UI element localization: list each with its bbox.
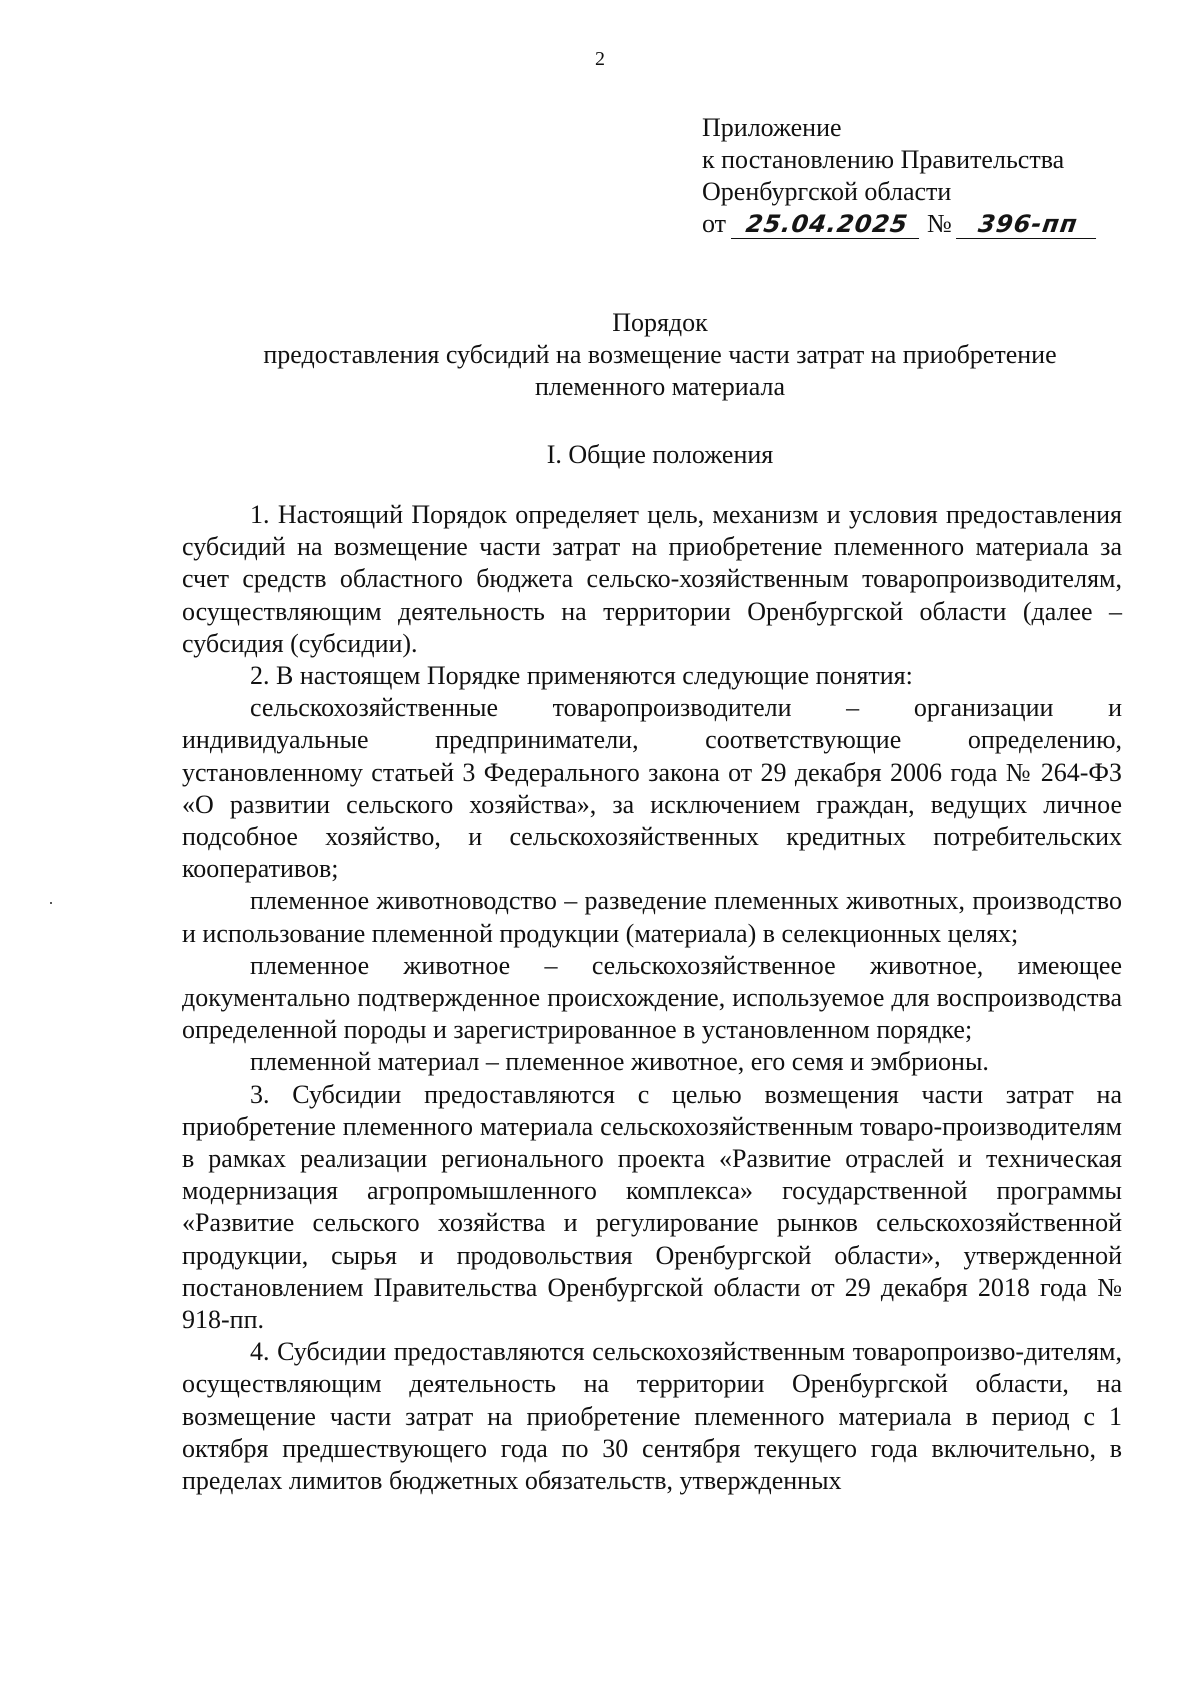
scan-margin-dot — [50, 902, 52, 904]
appendix-block — [702, 112, 1098, 240]
paragraph-definition-animal: племенное животное – сельскохозяйственное животное, имеющее документально подтвержденное происхождение, используемое для воспроизводства определенной породы и зарегистрированное в установленном порядке; — [182, 950, 1122, 1045]
page-number: 2 — [595, 48, 605, 70]
appendix-date-number-line — [702, 208, 1098, 240]
paragraph-2: 2. В настоящем Порядке применяются следующие понятия: — [250, 661, 913, 691]
section-heading: I. Общие положения — [546, 440, 774, 469]
document-title — [160, 307, 1160, 403]
number-prefix: № — [927, 209, 952, 238]
title-line-1: Порядок — [612, 308, 708, 337]
handwritten-date: 25.04.2025 — [730, 210, 922, 239]
handwritten-number: 396-пп — [956, 210, 1100, 239]
title-line-3: племенного материала — [534, 372, 785, 401]
paragraph-definition-material: племенной материал – племенное животное, его семя и эмбрионы. — [250, 1047, 989, 1077]
paragraph-definition-breeding: племенное животноводство – разведение племенных животных, производство и использование племенной продукции (материала) в селекционных целях; — [182, 886, 1122, 948]
appendix-line-2: к постановлению Правительства — [702, 145, 1065, 174]
paragraph-definition-producers: сельскохозяйственные товаропроизводители – организации и индивидуальные предприниматели, соответствующие определению, установленному статьей 3 Федерального закона от 29 декабря 2006 года № 264-ФЗ «О развитии сельского хозяйства», за исключением граждан, ведущих личное подсобное хозяйство, и сельскохозяйственных кредитных потребительских кооперативов; — [182, 693, 1122, 884]
document-body — [182, 499, 1122, 1497]
appendix-line-1: Приложение — [702, 113, 842, 142]
date-prefix: от — [702, 209, 727, 238]
paragraph-4: 4. Субсидии предоставляются сельскохозяйственным товаропроизво-дителям, осуществляющим деятельность на территории Оренбургской области, на возмещение части затрат на приобретение племенного материала в период с 1 октября предшествующего года по 30 сентября текущего года включительно, в пределах лимитов бюджетных обязательств, утвержденных — [182, 1337, 1122, 1496]
paragraph-3: 3. Субсидии предоставляются с целью возмещения части затрат на приобретение племенного материала сельскохозяйственным товаро-производителям в рамках реализации регионального проекта «Развитие отраслей и техническая модернизация агропромышленного комплекса» государственной программы «Развитие сельского хозяйства и регулирование рынков сельскохозяйственной продукции, сырья и продовольствия Оренбургской области», утвержденной постановлением Правительства Оренбургской области от 29 декабря 2018 года № 918-пп. — [182, 1079, 1122, 1335]
paragraph-1: 1. Настоящий Порядок определяет цель, механизм и условия предоставления субсидий на возмещение части затрат на приобретение племенного материала за счет средств областного бюджета сельско-хозяйственным товаропроизводителям, осуществляющим деятельность на территории Оренбургской области (далее – субсидия (субсидии). — [182, 500, 1122, 658]
title-line-2: предоставления субсидий на возмещение части затрат на приобретение — [263, 340, 1057, 369]
appendix-line-3: Оренбургской области — [702, 177, 952, 206]
